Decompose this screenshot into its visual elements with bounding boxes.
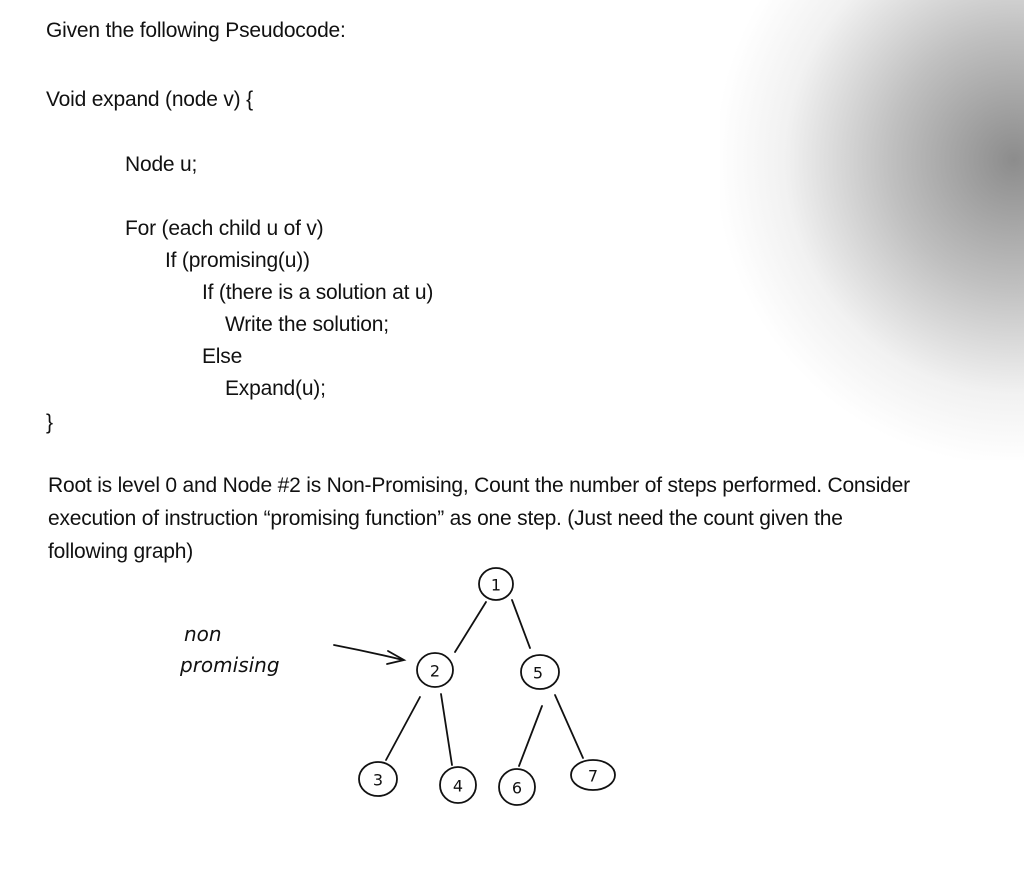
edge-5-7	[555, 695, 583, 758]
annotation-promising: promising	[180, 653, 280, 677]
code-for-line: For (each child u of v)	[125, 217, 324, 240]
tree-node-2	[417, 653, 453, 687]
edge-2-4	[441, 694, 452, 765]
edge-1-2	[455, 602, 486, 652]
code-if-solution: If (there is a solution at u)	[202, 281, 434, 304]
code-closing-brace: }	[46, 411, 53, 434]
edge-5-6	[519, 706, 542, 766]
code-signature: Void expand (node v) {	[46, 88, 253, 111]
edge-1-5	[512, 600, 530, 648]
annotation-arrow-shaft	[334, 645, 403, 660]
tree-node-4	[440, 767, 476, 803]
tree-node-3	[359, 762, 397, 796]
question-paragraph-line-1: Root is level 0 and Node #2 is Non-Promising, Count the number of steps performed. Consider	[48, 474, 910, 497]
tree-node-7	[571, 760, 615, 790]
tree-node-4-label: 4	[452, 776, 464, 796]
code-if-promising: If (promising(u))	[165, 249, 310, 272]
tree-node-6-label: 6	[511, 778, 523, 798]
question-paragraph-line-2: execution of instruction “promising function” as one step. (Just need the count given the	[48, 507, 843, 530]
question-paragraph-line-3: following graph)	[48, 540, 194, 563]
code-expand-call: Expand(u);	[225, 377, 326, 400]
code-else: Else	[202, 345, 243, 368]
tree-node-2-label: 2	[429, 661, 441, 681]
tree-node-1-label: 1	[490, 575, 502, 595]
annotation-non: non	[184, 622, 222, 646]
code-declaration: Node u;	[125, 153, 198, 176]
intro-text: Given the following Pseudocode:	[46, 19, 346, 42]
tree-node-5-label: 5	[532, 663, 544, 683]
tree-node-5	[521, 655, 559, 689]
tree-node-7-label: 7	[587, 766, 599, 786]
tree-node-1	[479, 568, 513, 600]
edge-2-3	[386, 697, 420, 760]
code-write-solution: Write the solution;	[225, 313, 389, 336]
tree-node-3-label: 3	[372, 770, 384, 790]
tree-node-6	[499, 769, 535, 805]
